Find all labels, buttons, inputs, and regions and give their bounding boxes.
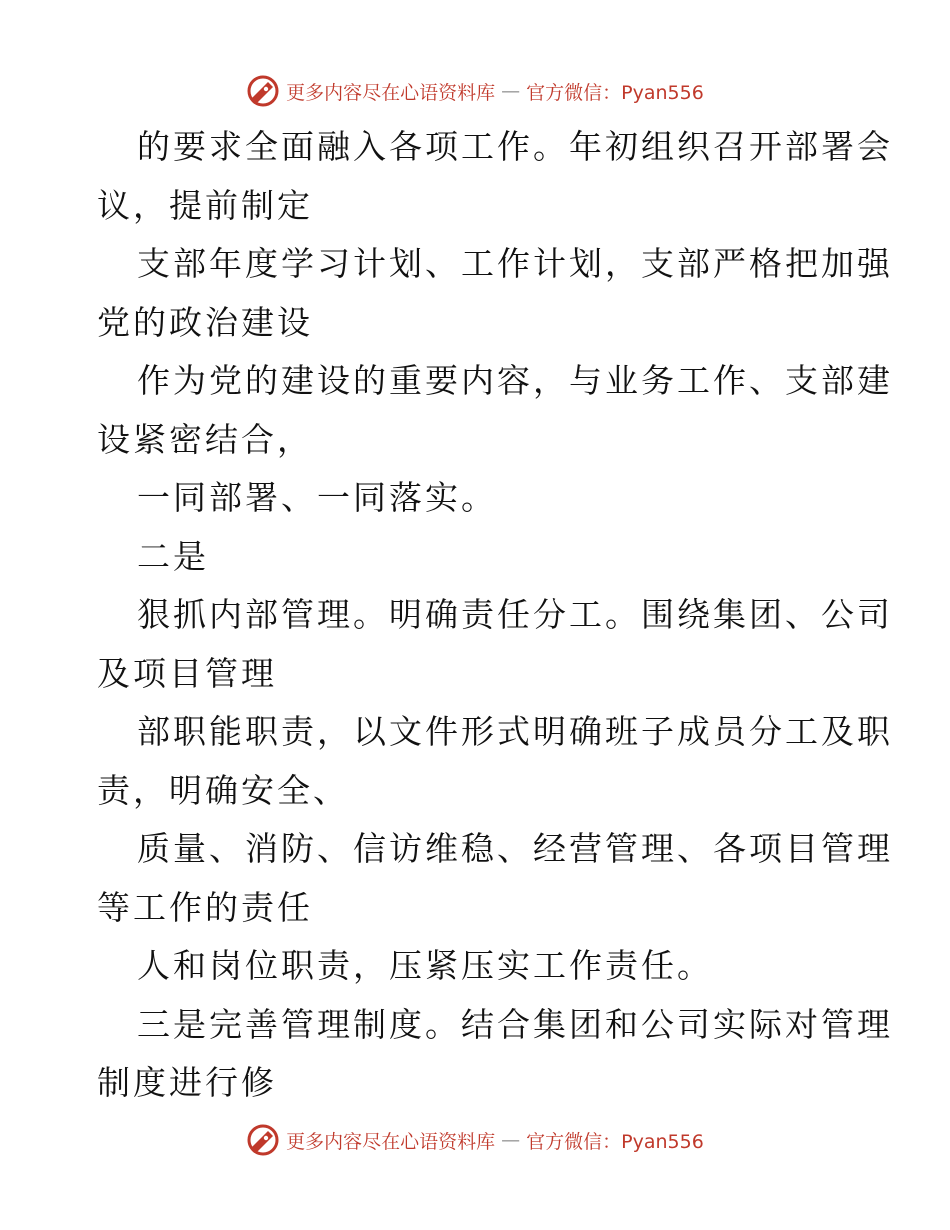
- body-line-3: 支部年度学习计划、工作计划，支部严格把加强: [137, 244, 893, 283]
- body-line-7: 一同部署、一同落实。: [137, 478, 497, 517]
- body-line-10: 及项目管理: [97, 653, 277, 693]
- body-line-4: 党的政治建设: [97, 302, 313, 342]
- body-line-14: 等工作的责任: [97, 887, 313, 927]
- footer-banner: [0, 1120, 950, 1160]
- header-dash: —: [501, 80, 521, 102]
- footer-site-text: 更多内容尽在心语资料库: [286, 1130, 496, 1153]
- body-line-6: 设紧密结合，: [97, 419, 313, 459]
- body-line-13: 质量、消防、信访维稳、经营管理、各项目管理: [137, 829, 893, 868]
- body-line-12: 责，明确安全、: [97, 770, 349, 810]
- body-line-1: 的要求全面融入各项工作。年初组织召开部署会: [137, 127, 893, 166]
- body-line-11: 部职能职责，以文件形式明确班子成员分工及职: [137, 712, 893, 751]
- body-line-17: 制度进行修: [97, 1063, 277, 1102]
- body-line-8: 二是: [137, 536, 209, 576]
- header-site-text: 更多内容尽在心语资料库: [286, 81, 496, 104]
- body-line-5: 作为党的建设的重要内容，与业务工作、支部建: [137, 361, 893, 400]
- body-line-2: 议，提前制定: [97, 185, 313, 225]
- pen-nib-logo-icon: [246, 74, 280, 108]
- footer-dash: —: [501, 1129, 521, 1151]
- body-line-15: 人和岗位职责，压紧压实工作责任。: [137, 946, 713, 985]
- header-banner: [0, 71, 950, 111]
- header-wechat-text: 官方微信：Pyan556: [526, 81, 704, 104]
- document-body: [97, 118, 893, 1113]
- footer-wechat-text: 官方微信：Pyan556: [526, 1130, 704, 1153]
- body-line-9: 狠抓内部管理。明确责任分工。围绕集团、公司: [137, 595, 893, 634]
- pen-nib-logo-icon: [246, 1123, 280, 1157]
- body-line-16: 三是完善管理制度。结合集团和公司实际对管理: [137, 1004, 893, 1044]
